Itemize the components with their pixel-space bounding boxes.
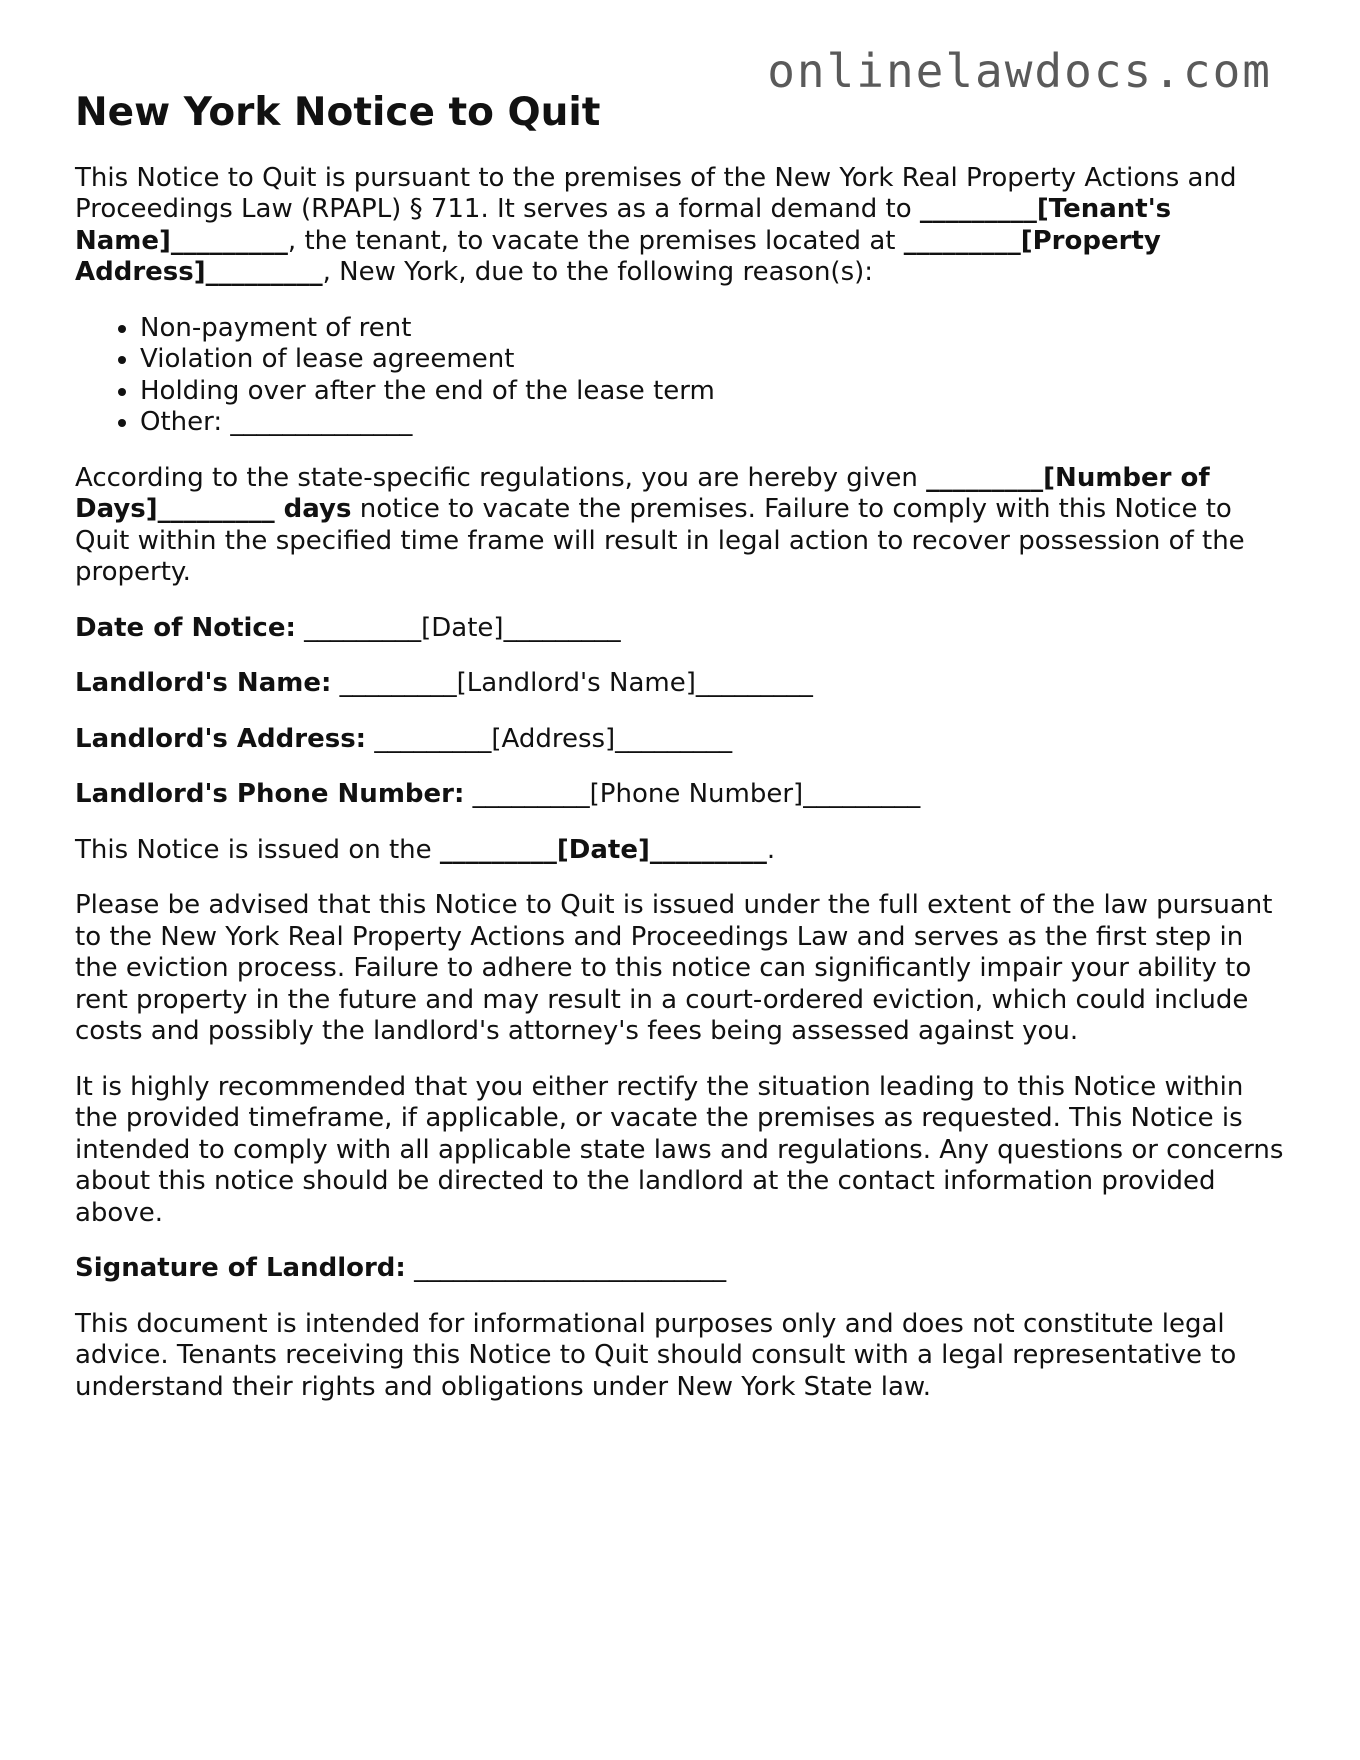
issued-text-2: . [766, 834, 776, 865]
tenant-name-field: _________[Tenant's Name]_________ [75, 194, 1172, 256]
days-text-1: According to the state-specific regulations, you are hereby given [75, 462, 927, 493]
watermark: onlinelawdocs.com [767, 44, 1272, 98]
landlord-address-label: Landlord's Address: [75, 723, 367, 754]
signature-line: ________________________ [405, 1253, 727, 1284]
days-paragraph [75, 463, 1285, 589]
list-item: • Non-payment of rent [140, 313, 1285, 345]
list-item: • Holding over after the end of the lease term [140, 376, 1285, 408]
landlord-phone-row [75, 779, 1285, 811]
landlord-name-label: Landlord's Name: [75, 668, 332, 699]
landlord-phone-label: Landlord's Phone Number: [75, 779, 465, 810]
days-text-2: notice to vacate the premises. Failure to comply with this Notice to Quit within the specified time frame will result in legal action to recover possession of the property. [75, 494, 1245, 588]
issued-date-field: _________[Date]_________ [439, 834, 767, 865]
intro-text-3: , New York, due to the following reason(s): [322, 257, 874, 288]
date-of-notice-value: _________[Date]_________ [295, 612, 621, 643]
date-of-notice-row [75, 613, 1285, 645]
signature-row [75, 1253, 1285, 1285]
disclaimer-paragraph: This document is intended for informational purposes only and does not constitute legal advice. Tenants receiving this Notice to Quit should consult with a legal representative to understand their rights and obligations under New York State law. [75, 1308, 1237, 1402]
date-of-notice-label: Date of Notice: [75, 612, 296, 643]
issued-text-1: This Notice is issued on the [75, 834, 440, 865]
recommended-paragraph: It is highly recommended that you either rectify the situation leading to this Notice within the provided timeframe, if applicable, or vacate the premises as requested. This Notice is intended to comply with all applicable state laws and regulations. Any questions or concerns about this notice should be directed to the landlord at the contact information provided above. [75, 1071, 1284, 1228]
advised-paragraph: Please be advised that this Notice to Quit is issued under the full extent of the law pursuant to the New York Real Property Actions and Proceedings Law and serves as the first step in the eviction process. Failure to adhere to this notice can significantly impair your ability to rent property in the future and may result in a court-ordered eviction, which could include costs and possibly the landlord's attorney's fees being assessed against you. [75, 890, 1273, 1047]
list-item: • Other: ______________ [140, 407, 1285, 439]
intro-text-2: , the tenant, to vacate the premises located at [287, 225, 904, 256]
issued-paragraph [75, 835, 1285, 867]
landlord-name-row [75, 668, 1285, 700]
number-of-days-field: _________[Number of Days]_________ days [75, 462, 1210, 525]
property-address-field: _________[Property Address]_________ [75, 225, 1161, 288]
page-title: New York Notice to Quit [75, 90, 601, 135]
document-page [75, 90, 1285, 1427]
landlord-phone-value: _________[Phone Number]_________ [464, 779, 921, 810]
reasons-list [75, 313, 1285, 439]
landlord-address-row [75, 724, 1285, 756]
intro-text-1: This Notice to Quit is pursuant to the premises of the New York Real Property Actions and Proceedings Law (RPAPL) § 711. It serves as a formal demand to [75, 162, 1237, 225]
landlord-address-value: _________[Address]_________ [366, 723, 733, 754]
intro-paragraph [75, 163, 1285, 289]
signature-label: Signature of Landlord: [75, 1253, 406, 1284]
landlord-name-value: _________[Landlord's Name]_________ [331, 668, 813, 699]
list-item: • Violation of lease agreement [140, 344, 1285, 376]
